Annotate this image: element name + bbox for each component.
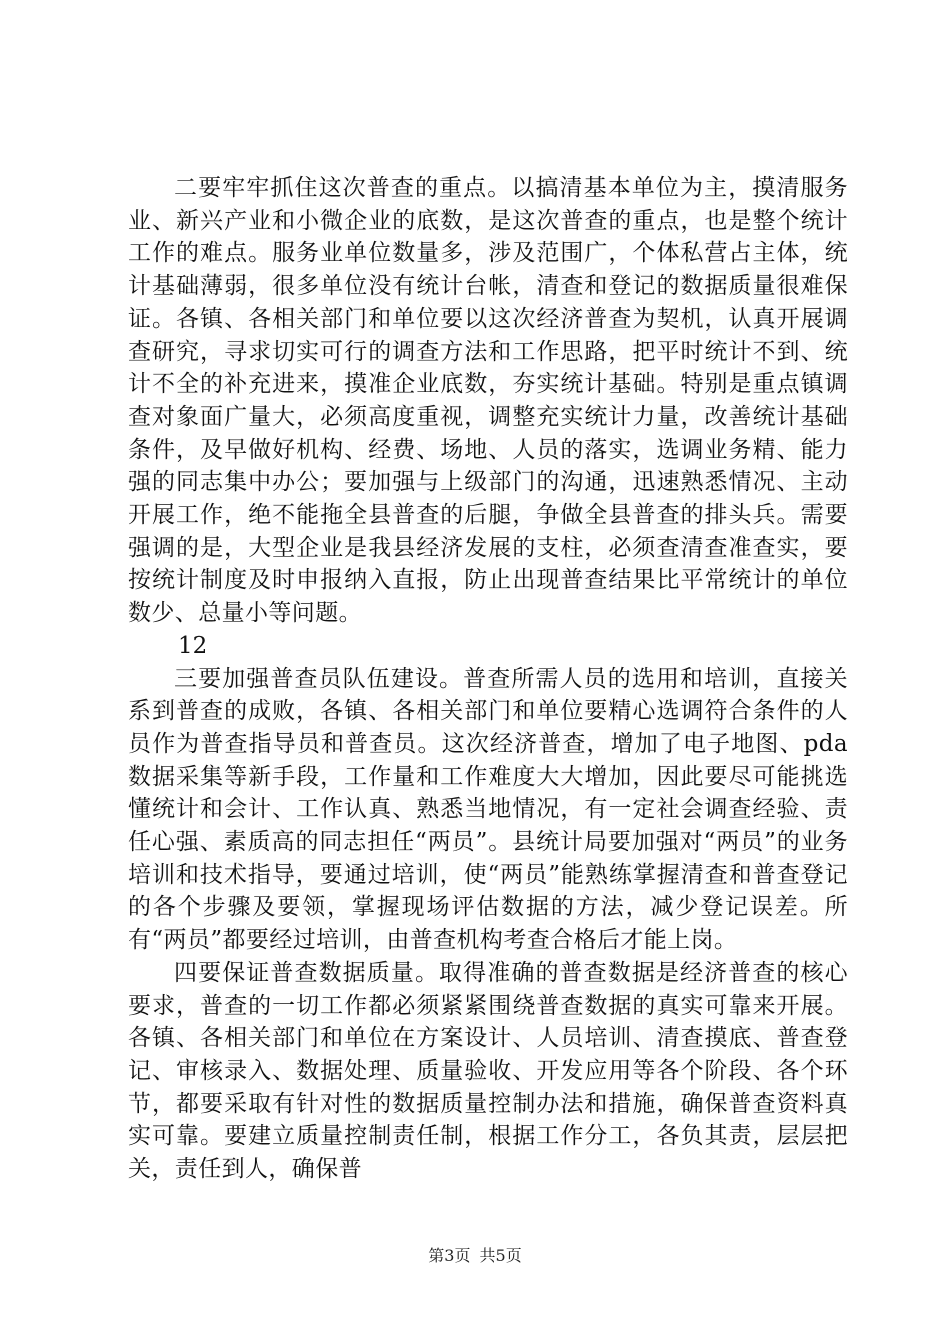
paragraph-3: 三要加强普查员队伍建设。普查所需人员的选用和培训，直接关系到普查的成败，各镇、各相关部门和单位要精心选调符合条件的人员作为普查指导员和普查员。这次经济普查，增加了电子地图、pda数据采集等新手段，工作量和工作难度大大增加，因此要尽可能挑选懂统计和会计、工作认真、熟悉当地情况，有一定社会调查经验、责任心强、素质高的同志担任“两员”。县统计局要加强对“两员”的业务培训和技术指导，要通过培训，使“两员”能熟练掌握清查和普查登记的各个步骤及要领，掌握现场评估数据的方法，减少登记误差。所有“两员”都要经过培训，由普查机构考查合格后才能上岗。 bbox=[128, 665, 848, 954]
document-body bbox=[128, 172, 848, 1186]
section-number: 12 bbox=[178, 632, 208, 659]
page-number: 第3页 bbox=[428, 1246, 471, 1265]
paragraph-2: 二要牢牢抓住这次普查的重点。以搞清基本单位为主，摸清服务业、新兴产业和小微企业的底数，是这次普查的重点，也是整个统计工作的难点。服务业单位数量多，涉及范围广，个体私营占主体，统计基础薄弱，很多单位没有统计台帐，清查和登记的数据质量很难保证。各镇、各相关部门和单位要以这次经济普查为契机，认真开展调查研究，寻求切实可行的调查方法和工作思路，把平时统计不到、统计不全的补充进来，摸准企业底数，夯实统计基础。特别是重点镇调查对象面广量大，必须高度重视，调整充实统计力量，改善统计基础条件，及早做好机构、经费、场地、人员的落实，选调业务精、能力强的同志集中办公；要加强与上级部门的沟通，迅速熟悉情况、主动开展工作，绝不能拖全县普查的后腿，争做全县普查的排头兵。需要强调的是，大型企业是我县经济发展的支柱，必须查清查准查实，要按统计制度及时申报纳入直报，防止出现普查结果比平常统计的单位数少、总量小等问题。 bbox=[128, 175, 848, 627]
page-total: 共5页 bbox=[479, 1246, 522, 1265]
paragraph-4: 四要保证普查数据质量。取得准确的普查数据是经济普查的核心要求，普查的一切工作都必须紧紧围绕普查数据的真实可靠来开展。各镇、各相关部门和单位在方案设计、人员培训、清查摸底、普查登记、审核录入、数据处理、质量验收、开发应用等各个阶段、各个环节，都要采取有针对性的数据质量控制办法和措施，确保普查资料真实可靠。要建立质量控制责任制，根据工作分工，各负其责，层层把关，责任到人，确保普 bbox=[128, 959, 848, 1183]
page-footer bbox=[0, 1243, 950, 1266]
